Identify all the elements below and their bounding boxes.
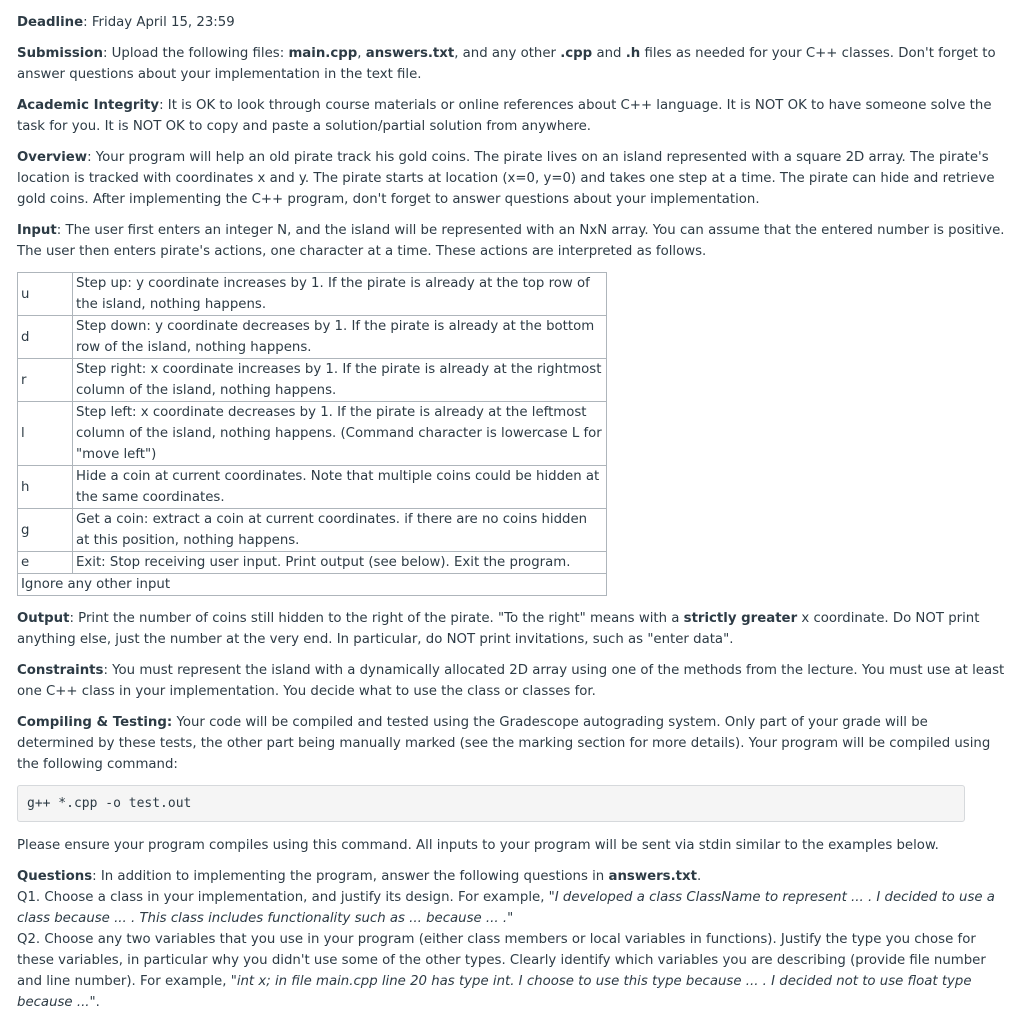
integrity-text: : It is OK to look through course materials or online references about C++ language. It is NOT OK to have someone solve the task for you. It is NOT OK to copy and paste a solution/partial solution from anywhere. (17, 98, 992, 134)
command-key: r (18, 359, 73, 402)
command-key: g (18, 509, 73, 552)
command-key: u (18, 273, 73, 316)
questions-paragraph (17, 866, 1006, 887)
deadline-paragraph (17, 12, 1006, 33)
input-label: Input (17, 223, 57, 238)
question-text: ". (89, 995, 100, 1010)
input-text: : The user first enters an integer N, and the island will be represented with an NxN array. You can assume that the entered number is positive. The user then enters pirate's actions, one character at a time. These actions are interpreted as follows. (17, 223, 1005, 259)
deadline-text: : Friday April 15, 23:59 (83, 15, 235, 30)
command-description: Step down: y coordinate decreases by 1. If the pirate is already at the bottom row of the island, nothing happens. (73, 316, 607, 359)
file-ext-cpp: .cpp (560, 46, 593, 61)
compiling-paragraph (17, 712, 1006, 775)
command-key: e (18, 552, 73, 574)
table-row (18, 273, 607, 316)
integrity-label: Academic Integrity (17, 98, 160, 113)
questions-text: : In addition to implementing the program, answer the following questions in (92, 869, 609, 884)
questions-label: Questions (17, 869, 93, 884)
questions-text: . (696, 869, 702, 884)
command-key: l (18, 402, 73, 466)
constraints-label: Constraints (17, 663, 104, 678)
submission-label: Submission (17, 46, 103, 61)
command-description: Exit: Stop receiving user input. Print output (see below). Exit the program. (73, 552, 607, 574)
file-ext-h: .h (625, 46, 641, 61)
command-description: Step right: x coordinate increases by 1. If the pirate is already at the rightmost column of the island, nothing happens. (73, 359, 607, 402)
question-text: Q1. Choose a class in your implementation, and justify its design. For example, " (17, 890, 555, 905)
output-text: : Print the number of coins still hidden to the right of the pirate. "To the right" means with a (69, 611, 684, 626)
input-paragraph (17, 220, 1006, 262)
compiling-text: Your code will be compiled and tested using the Gradescope autograding system. Only part of your grade will be determined by these tests, the other part being manually marked (see the marking section for more details). Your program will be compiled using the following command: (17, 715, 991, 772)
command-description: Hide a coin at current coordinates. Note that multiple coins could be hidden at the same coordinates. (73, 466, 607, 509)
command-description: Step up: y coordinate increases by 1. If the pirate is already at the top row of the island, nothing happens. (73, 273, 607, 316)
question-example: I developed a class ClassName to represent ... . I decided to use a class because ... . This class includes functionality such as ... because ... . (17, 890, 995, 926)
command-description: Step left: x coordinate decreases by 1. If the pirate is already at the leftmost column of the island, nothing happens. (Command character is lowercase L for "move left") (73, 402, 607, 466)
submission-text: : Upload the following files: (102, 46, 289, 61)
question-example: int x; in file main.cpp line 20 has type int. I choose to use this type because ... . I decided not to use float type because ... (17, 974, 972, 1010)
compiling-label: Compiling & Testing: (17, 715, 173, 730)
table-row (18, 574, 607, 596)
integrity-paragraph (17, 95, 1006, 137)
compile-command-code: g++ *.cpp -o test.out (17, 785, 965, 822)
command-description: Get a coin: extract a coin at current coordinates. if there are no coins hidden at this position, nothing happens. (73, 509, 607, 552)
table-row (18, 509, 607, 552)
question-2 (17, 929, 1006, 1013)
table-row (18, 402, 607, 466)
table-row (18, 359, 607, 402)
submission-text: files as needed for your C++ classes. Don't forget to answer questions about your implementation in the text file. (17, 46, 996, 82)
file-answers-txt: answers.txt (365, 46, 455, 61)
constraints-text: : You must represent the island with a dynamically allocated 2D array using one of the methods from the lecture. You must use at least one C++ class in your implementation. You decide what to use the class or classes for. (17, 663, 1005, 699)
submission-text: , (357, 46, 366, 61)
constraints-paragraph (17, 660, 1006, 702)
output-label: Output (17, 611, 70, 626)
submission-paragraph (17, 43, 1006, 85)
overview-paragraph (17, 147, 1006, 210)
submission-text: and (592, 46, 626, 61)
commands-table (17, 272, 607, 596)
table-row (18, 466, 607, 509)
file-main-cpp: main.cpp (288, 46, 358, 61)
output-text: x coordinate. Do NOT print anything else, just the number at the very end. In particular, do NOT print invitations, such as "enter data". (17, 611, 980, 647)
question-1 (17, 887, 1006, 929)
command-key: d (18, 316, 73, 359)
output-paragraph (17, 608, 1006, 650)
overview-label: Overview (17, 150, 88, 165)
table-row (18, 316, 607, 359)
question-text: Q2. Choose any two variables that you use in your program (either class members or local variables in functions). Justify the type you chose for these variables, in particular why you didn't use some of the other types. Clearly identify which variables you are describing (provide file number and line number). For example, " (17, 932, 986, 989)
submission-text: , and any other (454, 46, 561, 61)
commands-footer: Ignore any other input (18, 574, 607, 596)
file-answers-txt: answers.txt (608, 869, 697, 884)
table-row (18, 552, 607, 574)
overview-text: : Your program will help an old pirate track his gold coins. The pirate lives on an island represented with a square 2D array. The pirate's location is tracked with coordinates x and y. The pirate starts at location (x=0, y=0) and takes one step at a time. The pirate can hide and retrieve gold coins. After implementing the C++ program, don't forget to answer questions about your implementation. (17, 150, 995, 207)
deadline-label: Deadline (17, 15, 84, 30)
output-emphasis: strictly greater (683, 611, 798, 626)
question-text: " (507, 911, 514, 926)
command-key: h (18, 466, 73, 509)
ensure-paragraph: Please ensure your program compiles using this command. All inputs to your program will be sent via stdin similar to the examples below. (17, 838, 939, 853)
